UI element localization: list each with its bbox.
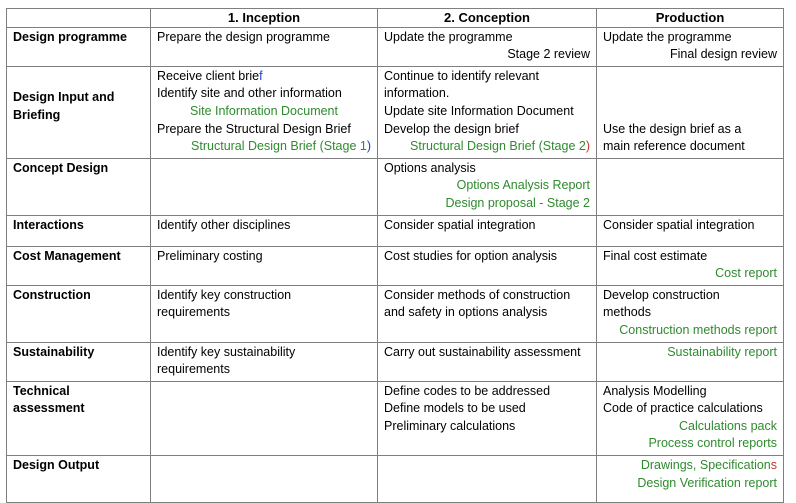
cell-line: Develop the design brief	[384, 121, 519, 136]
conception-cell	[378, 342, 597, 381]
row-label: Design Input and Briefing	[7, 66, 151, 158]
conception-cell	[378, 381, 597, 455]
cell-line: Use the design brief as a main reference document	[603, 121, 745, 154]
row-label: Design programme	[7, 27, 151, 66]
table-row	[7, 456, 784, 503]
header-inception: 1. Inception	[151, 9, 378, 28]
cell-line: Options analysis	[384, 160, 476, 175]
deliverable-label: Options Analysis Report	[456, 178, 590, 193]
deliverable-label: Process control reports	[648, 436, 777, 451]
row-label: Construction	[7, 285, 151, 342]
header-corner	[7, 9, 151, 28]
cell-line: Consider spatial integration	[384, 217, 536, 232]
table-row	[7, 381, 784, 455]
table-row	[7, 158, 784, 215]
production-cell	[597, 342, 784, 381]
header-conception: 2. Conception	[378, 9, 597, 28]
table-row	[7, 246, 784, 285]
deliverable-label: Design Verification report	[637, 475, 777, 490]
deliverable-label: Cost report	[715, 266, 777, 281]
inception-cell	[151, 246, 378, 285]
cell-line: Consider methods of construction and safety in options analysis	[384, 287, 571, 320]
cell-line: Define codes to be addressed	[384, 383, 551, 398]
deliverable-label: Calculations pack	[679, 418, 777, 433]
text-run: )	[585, 139, 590, 154]
stage-review-label: Stage 2 review	[507, 47, 590, 62]
cell-line: Cost studies for option analysis	[384, 248, 558, 263]
text-run: Drawings, Specification	[640, 458, 771, 473]
row-label: Interactions	[7, 215, 151, 246]
inception-cell	[151, 66, 378, 158]
text-run: Receive client brie	[157, 68, 260, 83]
production-cell	[597, 27, 784, 66]
cell-line: Preliminary costing	[157, 248, 263, 263]
text-run: s	[770, 458, 777, 473]
cell-line: Identify other disciplines	[157, 217, 291, 232]
conception-cell	[378, 456, 597, 503]
cell-line: Identify key sustainability requirements	[157, 344, 296, 377]
deliverable-label	[157, 138, 371, 156]
inception-cell	[151, 381, 378, 455]
design-stages-table	[6, 8, 784, 503]
cell-line: Prepare the Structural Design Brief	[157, 121, 351, 136]
table-row	[7, 27, 784, 66]
inception-cell	[151, 456, 378, 503]
production-cell	[597, 246, 784, 285]
conception-cell	[378, 158, 597, 215]
production-cell	[597, 381, 784, 455]
cell-line: Continue to identify relevant information.	[384, 68, 539, 101]
table-row	[7, 215, 784, 246]
inception-cell	[151, 215, 378, 246]
cell-line: Analysis Modelling	[603, 383, 707, 398]
inception-cell	[151, 27, 378, 66]
cell-line: Update the programme	[384, 29, 513, 44]
conception-cell	[378, 66, 597, 158]
conception-cell	[378, 246, 597, 285]
deliverable-label: Site Information Document	[190, 103, 338, 118]
text-run: Structural Design Brief (Stage 2	[410, 139, 586, 154]
production-cell	[597, 285, 784, 342]
cell-line: Develop construction methods	[603, 287, 720, 320]
production-cell	[597, 456, 784, 503]
production-cell	[597, 158, 784, 215]
row-label: Sustainability	[7, 342, 151, 381]
production-cell	[597, 215, 784, 246]
text-run: )	[366, 139, 371, 154]
row-label: Cost Management	[7, 246, 151, 285]
cell-line: Preliminary calculations	[384, 418, 516, 433]
text-run: f	[259, 68, 263, 83]
table-row	[7, 342, 784, 381]
conception-cell	[378, 27, 597, 66]
table-row	[7, 66, 784, 158]
deliverable-label: Design proposal - Stage 2	[445, 195, 590, 210]
inception-cell	[151, 158, 378, 215]
cell-line: Carry out sustainability assessment	[384, 344, 581, 359]
deliverable-label	[384, 138, 590, 156]
table-row	[7, 285, 784, 342]
conception-cell	[378, 285, 597, 342]
header-production: Production	[597, 9, 784, 28]
inception-cell	[151, 342, 378, 381]
deliverable-label: Sustainability report	[667, 344, 777, 359]
deliverable-label: Construction methods report	[619, 322, 777, 337]
cell-line: Identify site and other information	[157, 86, 342, 101]
cell-line	[157, 68, 371, 86]
production-cell	[597, 66, 784, 158]
conception-cell	[378, 215, 597, 246]
header-row	[7, 9, 784, 28]
row-label: Technical assessment	[7, 381, 151, 455]
cell-line: Code of practice calculations	[603, 401, 763, 416]
cell-line: Update the programme	[603, 29, 732, 44]
cell-line: Identify key construction requirements	[157, 287, 292, 320]
row-label: Design Output	[7, 456, 151, 503]
cell-line: Define models to be used	[384, 401, 526, 416]
cell-line: Consider spatial integration	[603, 217, 755, 232]
cell-line: Prepare the design programme	[157, 29, 331, 44]
inception-cell	[151, 285, 378, 342]
deliverable-label	[603, 457, 777, 475]
cell-line: Final cost estimate	[603, 248, 708, 263]
text-run: Structural Design Brief (Stage 1	[191, 139, 367, 154]
cell-line: Update site Information Document	[384, 103, 574, 118]
row-label: Concept Design	[7, 158, 151, 215]
final-review-label: Final design review	[670, 47, 777, 62]
